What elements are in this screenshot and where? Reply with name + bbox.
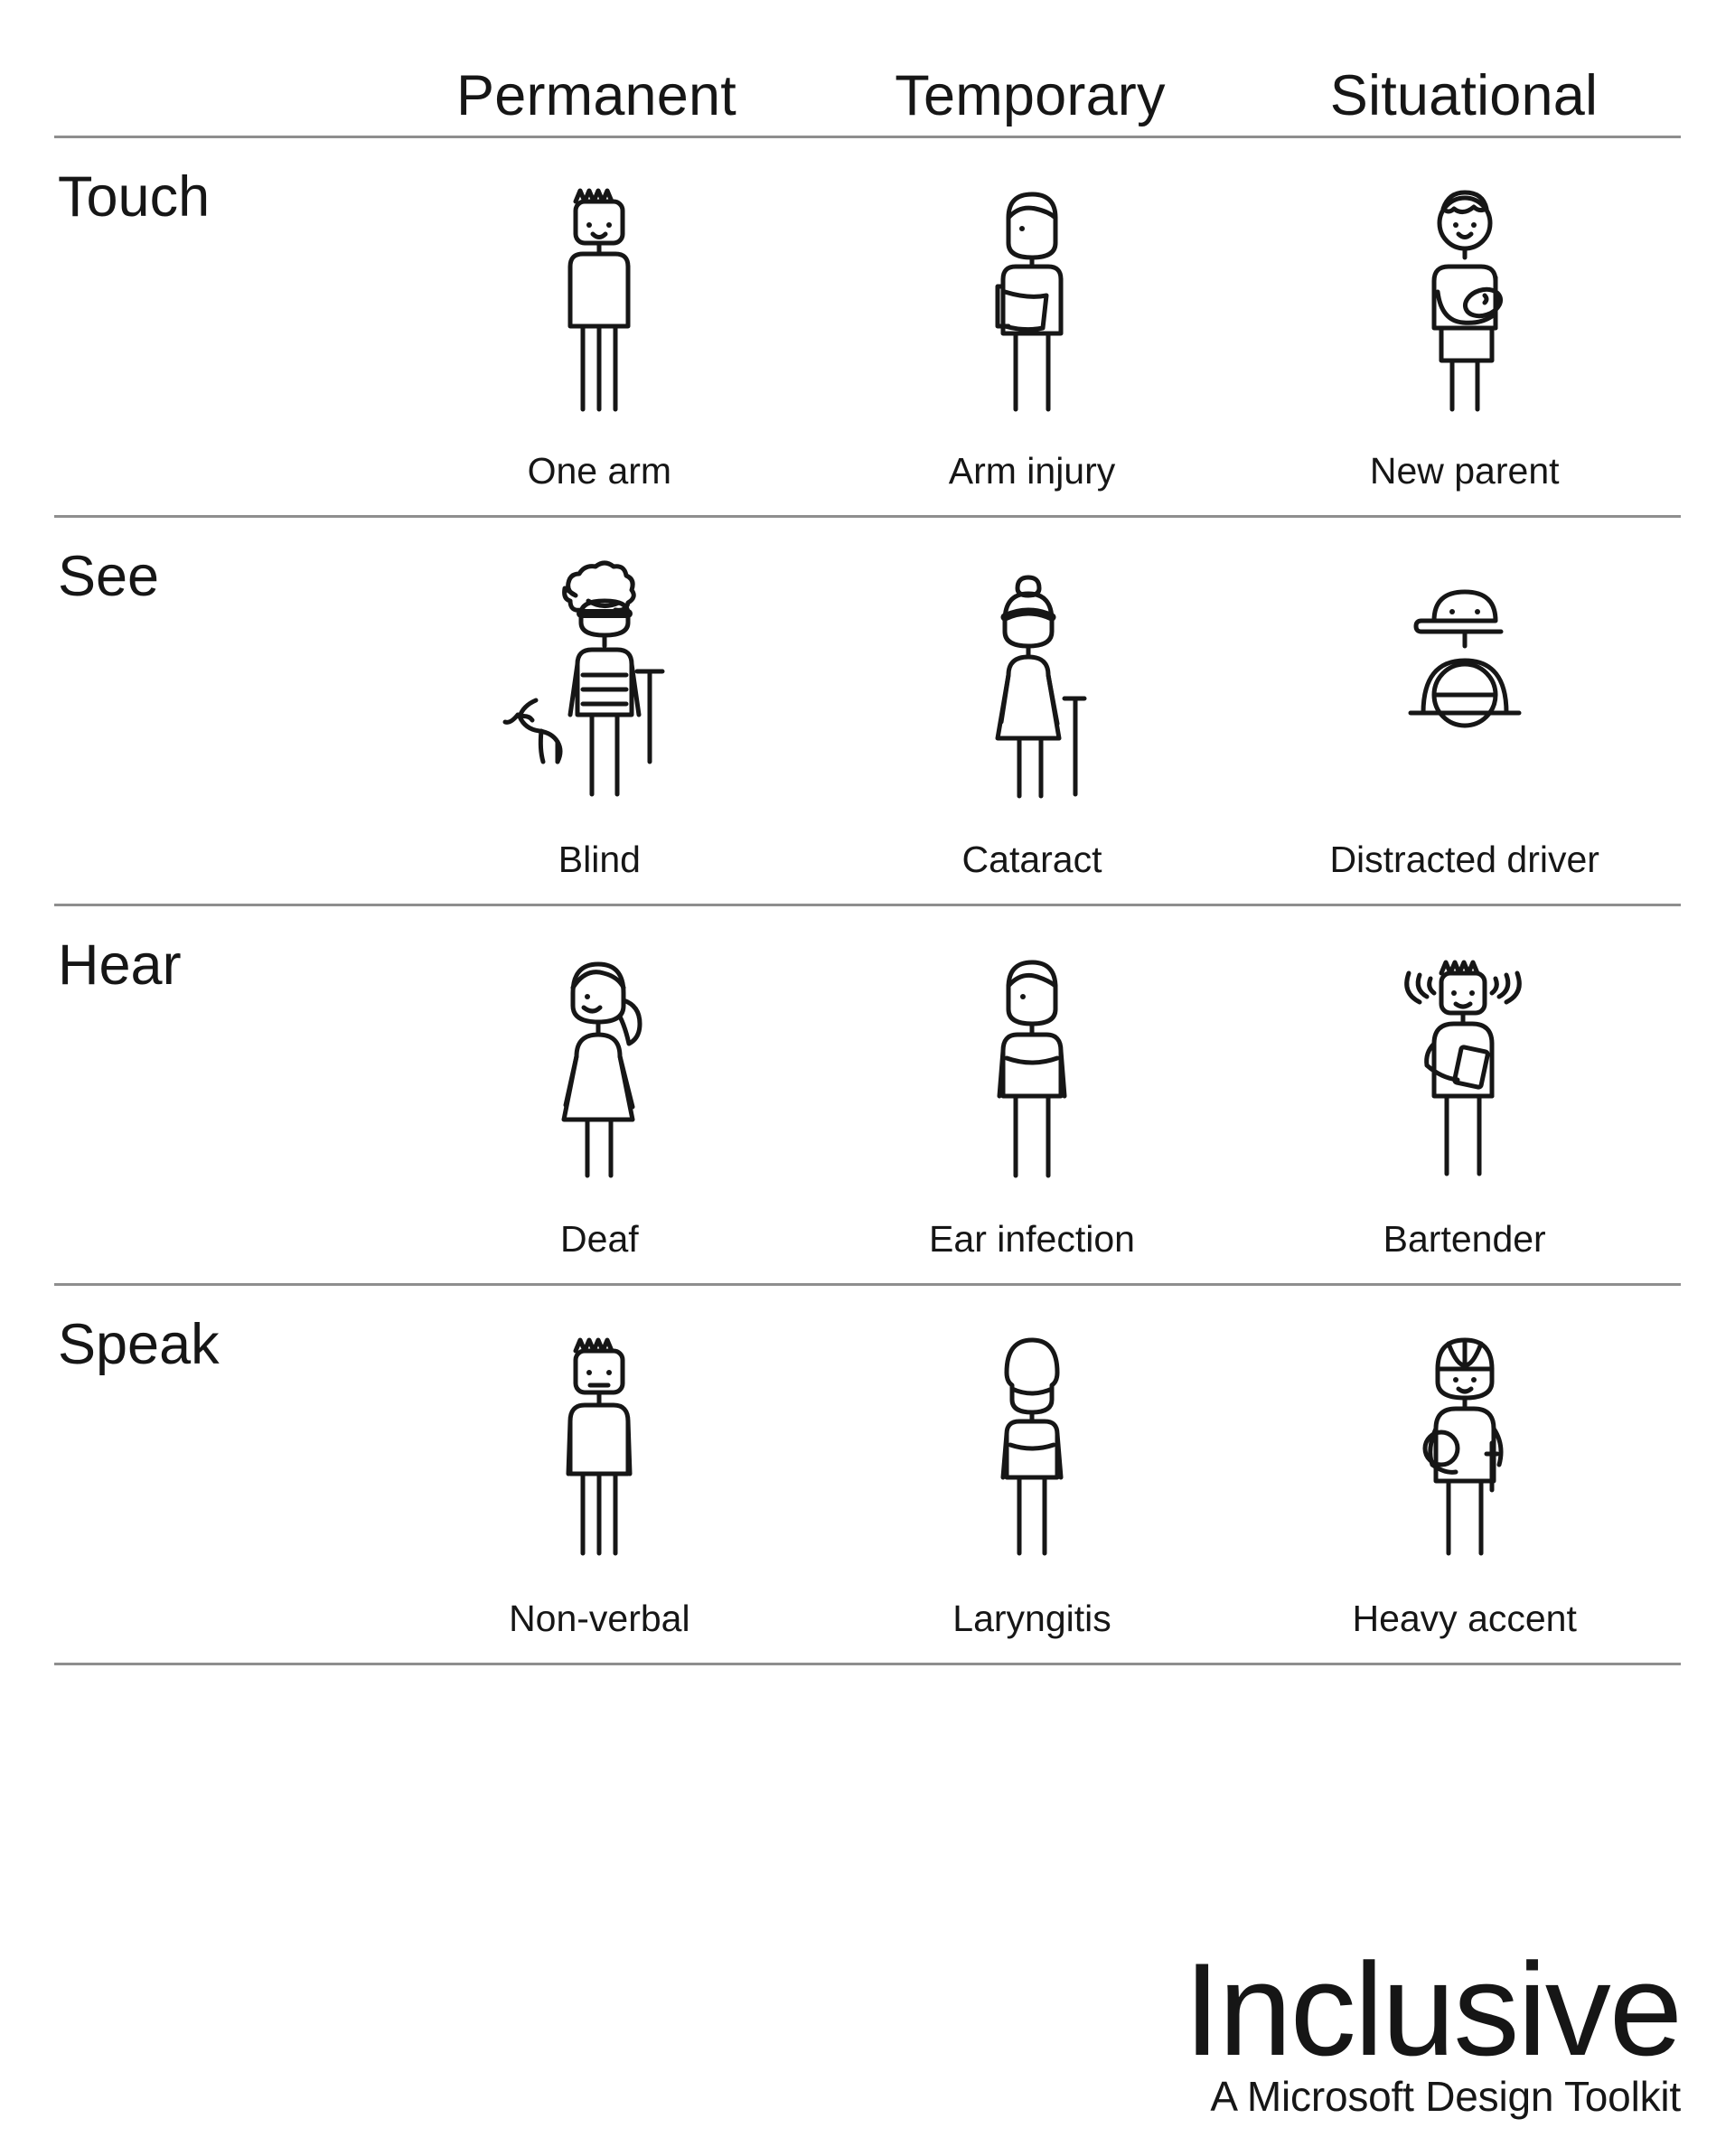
person-ear-infection-icon	[942, 906, 1122, 1205]
caption-non-verbal: Non-verbal	[509, 1598, 690, 1639]
row-hear	[54, 906, 1681, 1283]
row-speak	[54, 1286, 1681, 1663]
cell-touch-permanent	[383, 138, 816, 515]
logo-title: Inclusive	[1183, 1935, 1681, 2083]
cell-see-situational	[1248, 518, 1681, 904]
caption-blind: Blind	[558, 839, 641, 880]
cell-hear-situational	[1248, 906, 1681, 1283]
caption-laryngitis: Laryngitis	[952, 1598, 1111, 1639]
caption-cataract: Cataract	[961, 839, 1102, 880]
footer-logo	[1183, 1935, 1681, 2121]
person-arm-in-sling-icon	[942, 138, 1122, 436]
person-one-arm-icon	[509, 138, 689, 436]
person-laryngitis-icon	[942, 1286, 1122, 1584]
column-header-temporary: Temporary	[895, 64, 1166, 127]
caption-bartender: Bartender	[1383, 1218, 1546, 1260]
row-see	[54, 518, 1681, 904]
cell-speak-temporary	[816, 1286, 1249, 1663]
caption-distracted-driver: Distracted driver	[1329, 839, 1599, 880]
row-label-speak: Speak	[58, 1313, 220, 1376]
caption-ear-infection: Ear infection	[929, 1218, 1135, 1260]
caption-arm-injury: Arm injury	[948, 450, 1116, 492]
person-bartender-noise-icon	[1356, 906, 1573, 1205]
row-label-see: See	[58, 545, 160, 608]
cell-touch-situational	[1248, 138, 1681, 515]
divider-under-speak	[54, 1663, 1681, 1665]
person-with-cane-icon	[933, 518, 1131, 825]
caption-heavy-accent: Heavy accent	[1352, 1598, 1577, 1639]
row-label-hear: Hear	[58, 933, 182, 997]
cell-see-temporary	[816, 518, 1249, 904]
column-header-permanent: Permanent	[456, 64, 736, 127]
person-non-verbal-icon	[509, 1286, 689, 1584]
person-deaf-icon	[504, 906, 694, 1205]
person-heavy-accent-icon	[1365, 1286, 1564, 1584]
caption-new-parent: New parent	[1369, 450, 1560, 492]
cell-see-permanent	[383, 518, 816, 904]
cell-speak-permanent	[383, 1286, 816, 1663]
cell-hear-permanent	[383, 906, 816, 1283]
caption-one-arm: One arm	[527, 450, 672, 492]
person-driving-car-icon	[1356, 518, 1573, 825]
cell-touch-temporary	[816, 138, 1249, 515]
cell-hear-temporary	[816, 906, 1249, 1283]
logo-subtitle: A Microsoft Design Toolkit	[1210, 2073, 1681, 2121]
row-touch	[54, 138, 1681, 515]
row-label-touch: Touch	[58, 165, 211, 229]
person-holding-baby-icon	[1374, 138, 1555, 436]
column-header-situational: Situational	[1329, 64, 1599, 127]
cell-speak-heavy-accent	[1248, 1286, 1681, 1663]
column-header-row	[54, 0, 1681, 136]
person-with-guide-dog-icon	[482, 518, 717, 825]
caption-deaf: Deaf	[560, 1218, 639, 1260]
